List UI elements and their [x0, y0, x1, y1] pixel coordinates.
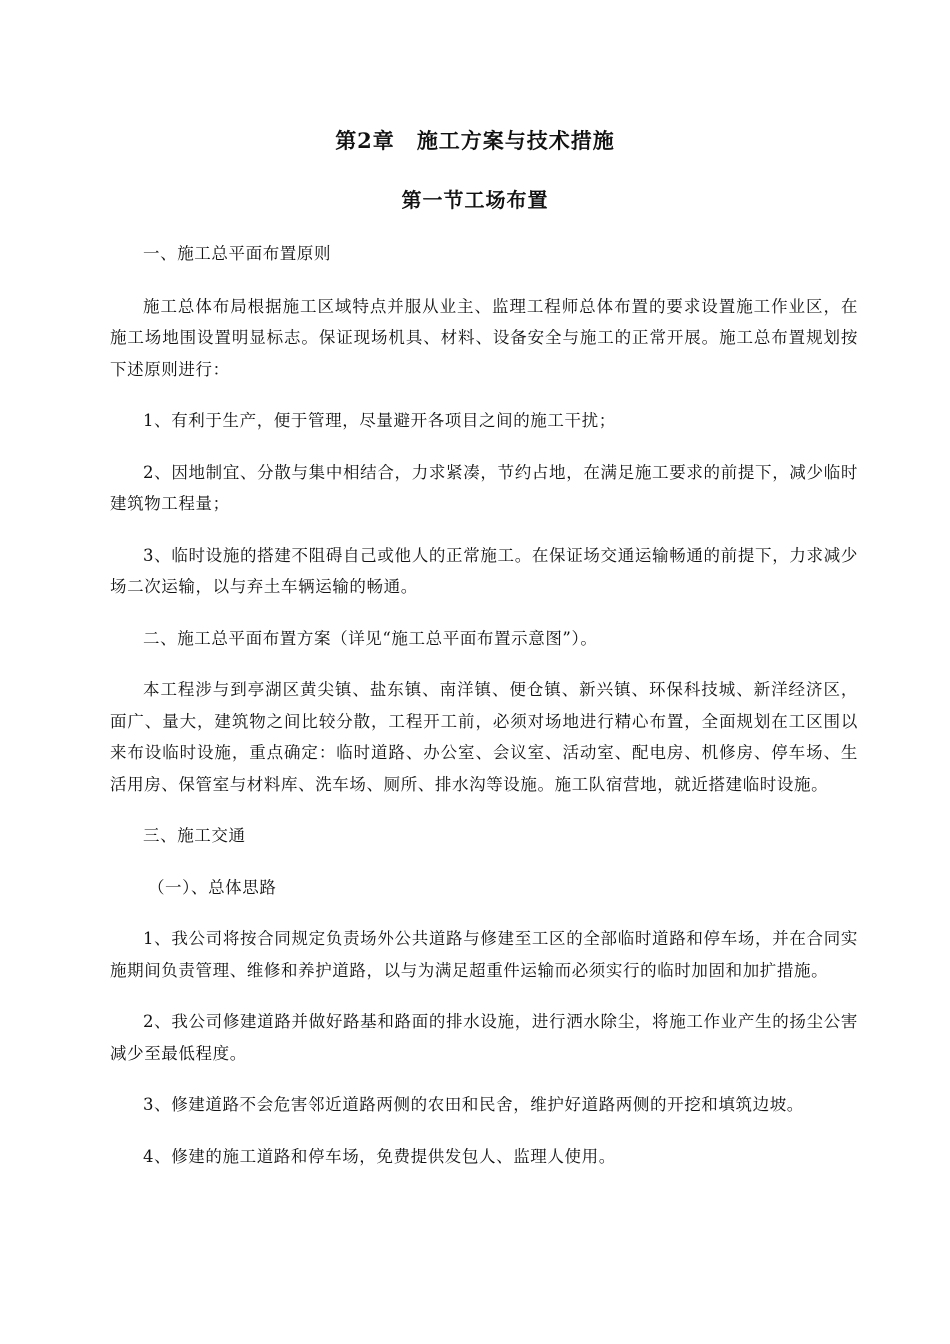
paragraph-principle-3: 3、临时设施的搭建不阻碍自己或他人的正常施工。在保证场交通运输畅通的前提下，力求减少场二次运输，以与弃土车辆运输的畅通。 [110, 545, 858, 596]
chapter-title [0, 124, 950, 158]
paragraph-traffic-2: 2、我公司修建道路并做好路基和路面的排水设施，进行洒水除尘，将施工作业产生的扬尘公害减少至最低程度。 [110, 1012, 858, 1063]
subheading-overall-approach: （一）、总体思路 [147, 877, 277, 897]
heading-construction-traffic: 三、施工交通 [143, 826, 246, 845]
body-text [110, 238, 858, 1192]
heading-layout-plan: 二、施工总平面布置方案（详见“施工总平面布置示意图”）。 [143, 628, 598, 648]
chapter-number: 第2章 [335, 128, 395, 153]
heading-layout-principles: 一、施工总平面布置原则 [143, 244, 332, 263]
section-title: 第一节工场布置 [401, 188, 549, 212]
paragraph-traffic-4: 4、修建的施工道路和停车场，免费提供发包人、监理人使用。 [143, 1146, 616, 1166]
chapter-name: 施工方案与技术措施 [416, 128, 615, 153]
paragraph-traffic-3: 3、修建道路不会危害邻近道路两侧的农田和民舍，维护好道路两侧的开挖和填筑边坡。 [143, 1095, 804, 1114]
paragraph-traffic-1: 1、我公司将按合同规定负责场外公共道路与修建至工区的全部临时道路和停车场，并在合同实施期间负责管理、维修和养护道路，以与为满足超重件运输而必须实行的临时加固和加扩措施。 [110, 929, 858, 980]
paragraph-principle-1: 1、有利于生产，便于管理，尽量避开各项目之间的施工干扰； [143, 411, 616, 430]
paragraph-principle-2: 2、因地制宜、分散与集中相结合，力求紧凑，节约占地，在满足施工要求的前提下，减少临时建筑物工程量； [110, 462, 858, 513]
paragraph-layout-plan: 本工程涉与到亭湖区黄尖镇、盐东镇、南洋镇、便仓镇、新兴镇、环保科技城、新洋经济区，面广、量大，建筑物之间比较分散，工程开工前，必须对场地进行精心布置，全面规划在工区围以来布设临时设施，重点确定：临时道路、办公室、会议室、活动室、配电房、机修房、停车场、生活用房、保管室与材料库、洗车场、厕所、排水沟等设施。施工队宿营地，就近搭建临时设施。 [110, 680, 858, 794]
paragraph-layout-overview: 施工总体布局根据施工区域特点并服从业主、监理工程师总体布置的要求设置施工作业区，在施工场地围设置明显标志。保证现场机具、材料、设备安全与施工的正常开展。施工总布置规划按下述原则进行： [110, 296, 858, 379]
